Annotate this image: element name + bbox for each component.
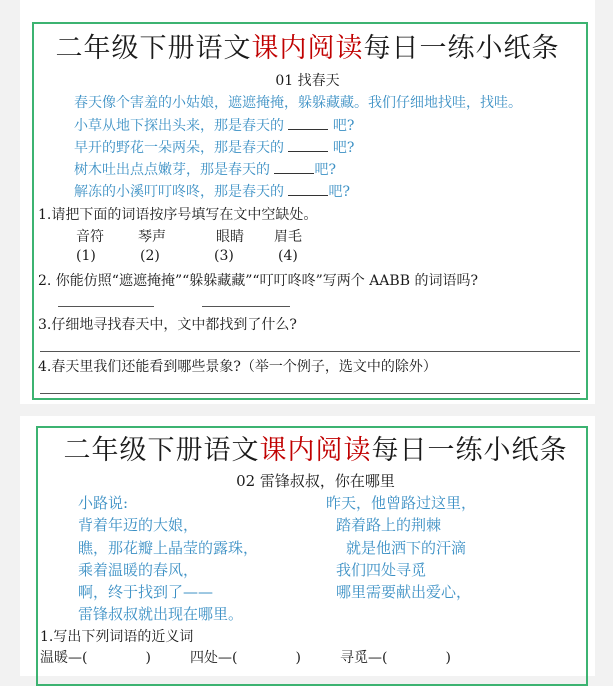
synonym-word: 寻觅—( [340,650,388,666]
sheet-title [28,428,603,467]
word-option: 音符 [76,229,104,245]
worksheet-page-1 [20,0,595,404]
worksheet-page-2 [20,416,595,676]
blank-suffix: 吧? [314,162,336,178]
poem-line: 踏着路上的荆棘 [336,516,442,534]
blank-suffix: 吧? [332,140,355,156]
passage-line [74,181,350,201]
close-paren: ) [445,650,451,666]
answer-line[interactable] [40,351,580,352]
passage-text: 解冻的小溪叮叮咚咚，那是春天的 [74,184,284,200]
title-prefix: 二年级下册语文 [55,33,252,64]
poem-line: 昨天，他曾路过这里， [326,494,477,512]
synonym-item[interactable] [40,647,151,667]
poem-line: 我们四处寻觅 [336,561,427,579]
poem-line: 啊，终于找到了—— [78,583,214,601]
answer-line[interactable] [40,393,580,394]
poem-line: 背着年迈的大娘， [78,516,199,534]
blank-suffix: 吧? [328,184,350,200]
poem-line: 哪里需要献出爱心， [336,583,472,601]
question-2: 2. 你能仿照“遮遮掩掩”“躲躲藏藏”“叮叮咚咚”写两个 AABB 的词语吗? [38,273,478,289]
fill-blank[interactable] [274,161,314,174]
option-number: (1) [76,248,96,264]
passage-text: 小草从地下探出头来，那是春天的 [74,118,284,134]
synonym-item[interactable] [190,647,301,667]
answer-line[interactable] [58,306,154,307]
title-suffix: 每日一练小纸条 [363,33,560,64]
title-highlight: 课内阅读 [259,435,372,466]
close-paren: ) [295,650,301,666]
word-option: 眼睛 [216,229,244,245]
question-1: 1.写出下列词语的近义词 [40,629,194,645]
question-4: 4.春天里我们还能看到哪些景象?（举一个例子，选文中的除外） [38,359,437,375]
title-prefix: 二年级下册语文 [63,435,260,466]
word-option: 琴声 [138,229,166,245]
answer-line[interactable] [202,306,290,307]
poem-line: 乘着温暖的春风， [78,561,199,579]
title-suffix: 每日一练小纸条 [371,435,568,466]
blank-suffix: 吧? [332,118,355,134]
passage-text: 早开的野花一朵两朵，那是春天的 [74,140,284,156]
fill-blank[interactable] [288,183,328,196]
sheet-title [20,26,595,65]
title-highlight: 课内阅读 [251,33,364,64]
lesson-heading: 01 找春天 [275,73,340,89]
poem-line: 雷锋叔叔就出现在哪里。 [78,605,244,623]
lesson-heading: 02 雷锋叔叔，你在哪里 [236,472,395,490]
passage-text: 树木吐出点点嫩芽，那是春天的 [74,162,270,178]
fill-blank[interactable] [288,117,328,130]
question-3: 3.仔细地寻找春天中，文中都找到了什么? [38,317,297,333]
synonym-word: 温暖—( [40,650,88,666]
synonym-item[interactable] [340,647,451,667]
close-paren: ) [145,650,151,666]
poem-line: 瞧，那花瓣上晶莹的露珠， [78,539,259,557]
poem-line: 就是他洒下的汗滴 [346,539,467,557]
option-number: (3) [214,248,234,264]
synonym-word: 四处—( [190,650,238,666]
passage-line: 春天像个害羞的小姑娘，遮遮掩掩，躲躲藏藏。我们仔细地找哇，找哇。 [74,95,522,111]
question-1: 1.请把下面的词语按序号填写在文中空缺处。 [38,207,318,223]
option-number: (4) [278,248,298,264]
passage-line [74,115,354,135]
passage-line [74,137,354,157]
fill-blank[interactable] [288,139,328,152]
passage-line [74,159,336,179]
poem-line: 小路说: [78,494,129,512]
option-number: (2) [140,248,160,264]
word-option: 眉毛 [274,229,302,245]
